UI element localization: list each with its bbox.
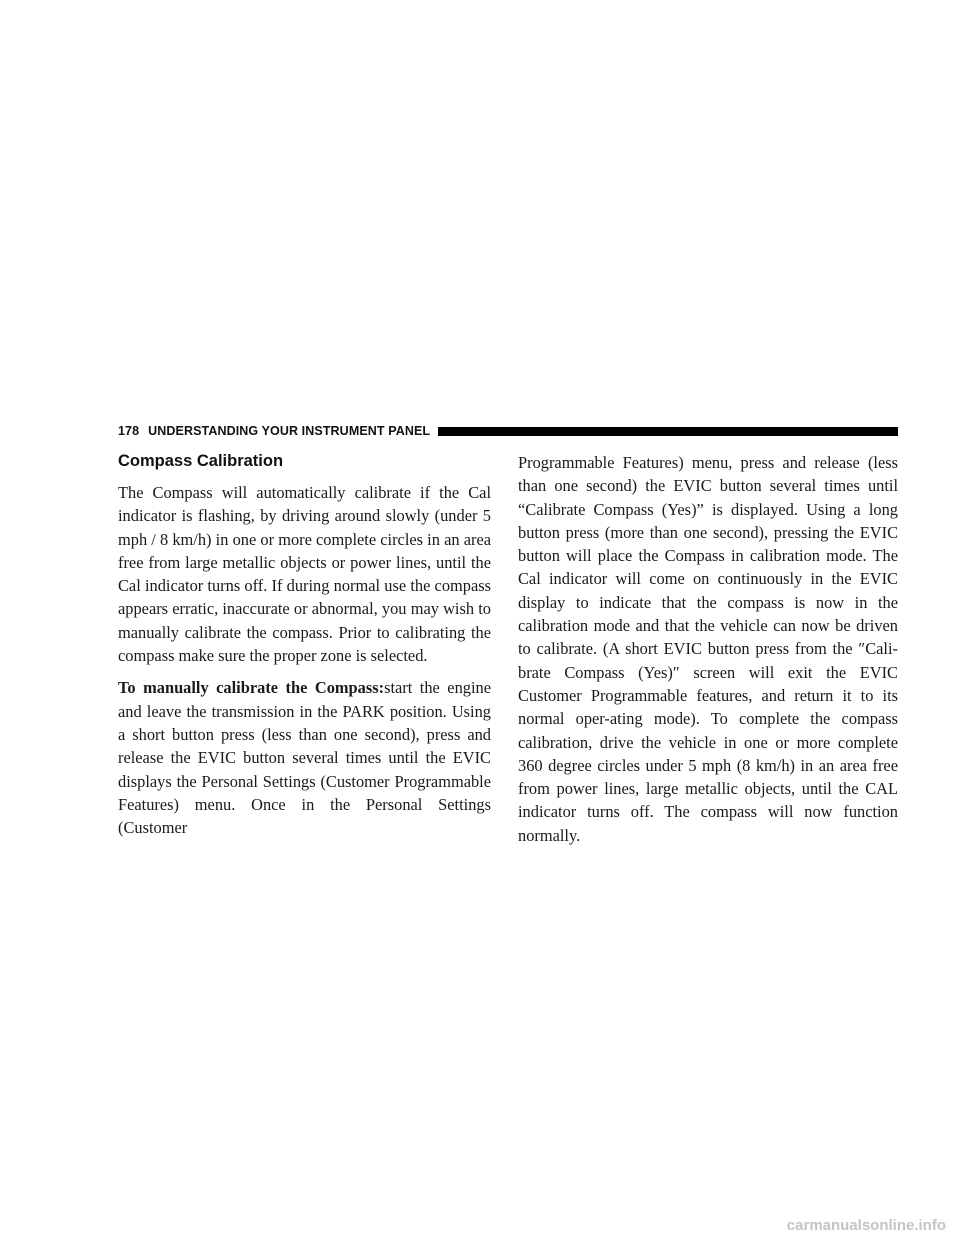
manual-calibration-text: start the engine and leave the transmission in the PARK position. Using a short button press (less than one second), press and release the EVIC button several times until the EVIC displays the Personal Settings (Customer Programmable Features) menu. Once in the Personal Settings (Customer	[118, 678, 491, 838]
header-rule	[438, 427, 898, 436]
manual-calibration-lead: To manually calibrate the Compass:	[118, 678, 385, 698]
heading-compass-calibration: Compass Calibration	[118, 452, 284, 470]
watermark: carmanualsonline.info	[786, 1217, 946, 1234]
manual-calibration-paragraph	[118, 676, 491, 839]
continuation-paragraph: Programmable Features) menu, press and release (less than one second) the EVIC button several times until “Calibrate Compass (Yes)” is displayed. Using a long button press (more than one second), pressing the EVIC button will place the Compass in calibration mode. The Cal indicator will come on continuously in the EVIC display to indicate that the compass is now in the calibration mode and that the vehicle can now be driven to calibrate. (A short EVIC button press from the ″Cali-brate Compass (Yes)″ screen will exit the EVIC Customer Programmable features, and return it to its normal oper-ating mode). To complete the compass calibration, drive the vehicle in one or more complete 360 degree circles under 5 mph (8 km/h) in an area free from power lines, large metallic objects, until the CAL indicator turns off. The compass will now function normally.	[518, 453, 898, 845]
page-number: 178	[118, 424, 140, 438]
intro-paragraph: The Compass will automatically calibrate if the Cal indicator is flashing, by driving around slowly (under 5 mph / 8 km/h) in one or more complete circles in an area free from large metallic objects or power lines, until the Cal indicator turns off. If during normal use the compass appears erratic, inaccurate or abnormal, you may wish to manually calibrate the compass. Prior to calibrating the compass make sure the proper zone is selected.	[118, 483, 491, 666]
right-column	[518, 451, 898, 847]
section-title: UNDERSTANDING YOUR INSTRUMENT PANEL	[148, 424, 431, 438]
left-column	[118, 481, 491, 839]
page-header	[118, 423, 898, 439]
